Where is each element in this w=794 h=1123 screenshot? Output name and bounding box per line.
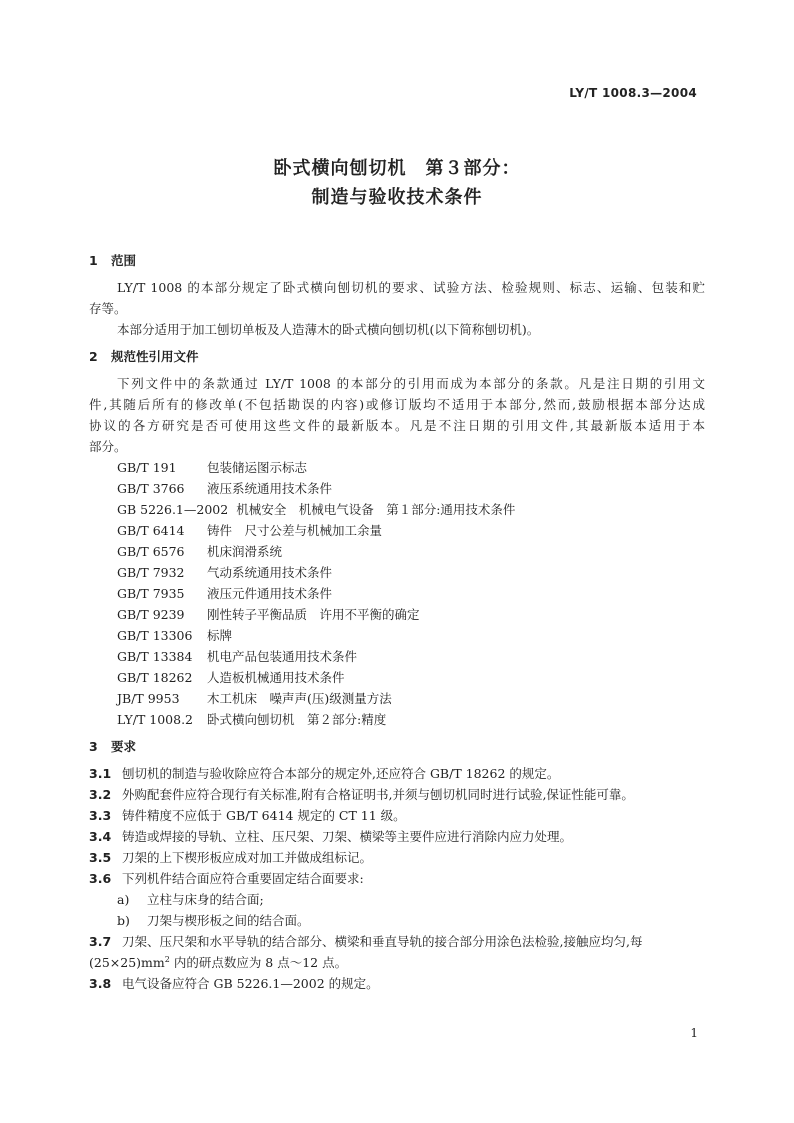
clause-number: 3.7 <box>89 934 112 949</box>
section-number: 1 <box>89 253 98 268</box>
reference-title: 卧式横向刨切机 第２部分:精度 <box>207 712 387 727</box>
reference-code: GB/T 6414 <box>117 523 185 538</box>
reference-item <box>89 562 705 583</box>
clause <box>89 826 705 847</box>
reference-title: 人造板机械通用技术条件 <box>207 670 345 685</box>
reference-title: 机电产品包装通用技术条件 <box>207 649 358 664</box>
area-size: (25×25)mm <box>89 955 165 970</box>
reference-title: 液压系统通用技术条件 <box>207 481 333 496</box>
list-item-marker: a) <box>117 892 130 907</box>
reference-item <box>89 520 705 541</box>
clause-text: 刀架、压尺架和水平导轨的结合部分、横梁和垂直导轨的接合部分用涂色法检验,接触应均匀,每 <box>122 934 643 949</box>
reference-code: GB/T 3766 <box>117 481 185 496</box>
reference-code: GB/T 13306 <box>117 628 193 643</box>
clause <box>89 868 705 889</box>
paragraph-line: 本部分适用于加工刨切单板及人造薄木的卧式横向刨切机(以下简称刨切机)。 <box>117 322 540 337</box>
reference-item <box>89 625 705 646</box>
clause-number: 3.5 <box>89 850 112 865</box>
paragraph-line: 件,其随后所有的修改单(不包括勘误的内容)或修订版均不适用于本部分,然而,鼓励根据本部分达成 <box>89 397 705 412</box>
document-body <box>89 250 705 994</box>
reference-item <box>89 646 705 667</box>
clause-text: 刀架的上下楔形板应成对加工并做成组标记。 <box>122 850 373 865</box>
clause-number: 3.8 <box>89 976 112 991</box>
clause <box>89 784 705 805</box>
clause-text: 铸件精度不应低于 GB/T 6414 规定的 CT 11 级。 <box>122 808 406 823</box>
section-title: 范围 <box>111 253 137 268</box>
clause-number: 3.3 <box>89 808 112 823</box>
reference-title: 机床润滑系统 <box>207 544 283 559</box>
superscript: 2 <box>164 954 170 964</box>
section-heading <box>89 736 705 757</box>
document-title-line1: 卧式横向刨切机 第３部分： <box>273 158 521 179</box>
paragraph-line: 协议的各方研究是否可使用这些文件的最新版本。凡是不注日期的引用文件,其最新版本适用于本 <box>89 418 705 433</box>
reference-title: 机械安全 机械电气设备 第１部分:通用技术条件 <box>236 502 516 517</box>
clause-text: 电气设备应符合 GB 5226.1—2002 的规定。 <box>122 976 379 991</box>
reference-item <box>89 583 705 604</box>
reference-title: 木工机床 噪声声(压)级测量方法 <box>207 691 392 706</box>
list-item-text: 立柱与床身的结合面; <box>147 892 264 907</box>
paragraph-line: 存等。 <box>89 301 127 316</box>
list-item-marker: b) <box>117 913 130 928</box>
clause <box>89 973 705 994</box>
paragraph-line: 下列文件中的条款通过 LY/T 1008 的本部分的引用而成为本部分的条款。凡是注日期的引用文 <box>117 376 705 391</box>
reference-item <box>89 499 705 520</box>
reference-code: GB/T 13384 <box>117 649 193 664</box>
page-number: 1 <box>690 1026 698 1040</box>
reference-item <box>89 688 705 709</box>
list-item-text: 刀架与楔形板之间的结合面。 <box>147 913 310 928</box>
reference-title: 包装储运图示标志 <box>207 460 308 475</box>
reference-code: GB/T 6576 <box>117 544 185 559</box>
list-item <box>89 910 705 931</box>
section-heading <box>89 250 705 271</box>
clause <box>89 805 705 826</box>
paragraph-line <box>89 952 705 973</box>
reference-title: 标牌 <box>207 628 233 643</box>
standard-number: LY/T 1008.3—2004 <box>569 86 697 100</box>
clause-text: 下列机件结合面应符合重要固定结合面要求: <box>122 871 364 886</box>
clause <box>89 847 705 868</box>
section-number: 2 <box>89 349 98 364</box>
paragraph-line: LY/T 1008 的本部分规定了卧式横向刨切机的要求、试验方法、检验规则、标志、运输、包装和贮 <box>117 280 705 295</box>
clause <box>89 931 705 952</box>
section-title: 规范性引用文件 <box>111 349 199 364</box>
clause <box>89 763 705 784</box>
reference-title: 铸件 尺寸公差与机械加工余量 <box>207 523 383 538</box>
clause-number: 3.1 <box>89 766 112 781</box>
clause-number: 3.6 <box>89 871 112 886</box>
clause-number: 3.4 <box>89 829 112 844</box>
clause-text: 外购配套件应符合现行有关标准,附有合格证明书,并须与刨切机同时进行试验,保证性能可靠。 <box>122 787 634 802</box>
list-item <box>89 889 705 910</box>
reference-code: GB/T 7932 <box>117 565 185 580</box>
reference-item <box>89 667 705 688</box>
reference-code: GB/T 7935 <box>117 586 185 601</box>
paragraph-line: 部分。 <box>89 439 127 454</box>
reference-item <box>89 457 705 478</box>
reference-item <box>89 478 705 499</box>
reference-code: GB/T 9239 <box>117 607 185 622</box>
reference-code: GB 5226.1—2002 <box>117 502 229 517</box>
reference-code: LY/T 1008.2 <box>117 712 194 727</box>
reference-code: GB/T 191 <box>117 460 177 475</box>
section-heading <box>89 346 705 367</box>
clause-text-cont: 内的研点数应为 8 点～12 点。 <box>169 955 348 970</box>
reference-code: GB/T 18262 <box>117 670 193 685</box>
reference-title: 刚性转子平衡品质 许用不平衡的确定 <box>207 607 420 622</box>
document-title-line2: 制造与验收技术条件 <box>311 187 483 208</box>
reference-item <box>89 604 705 625</box>
reference-code: JB/T 9953 <box>117 691 180 706</box>
clause-text: 铸造或焊接的导轨、立柱、压尺架、刀架、横梁等主要件应进行消除内应力处理。 <box>122 829 573 844</box>
reference-item <box>89 541 705 562</box>
section-title: 要求 <box>111 739 137 754</box>
clause-number: 3.2 <box>89 787 112 802</box>
reference-item <box>89 709 705 730</box>
reference-title: 液压元件通用技术条件 <box>207 586 333 601</box>
clause-text: 刨切机的制造与验收除应符合本部分的规定外,还应符合 GB/T 18262 的规定。 <box>122 766 560 781</box>
reference-title: 气动系统通用技术条件 <box>207 565 333 580</box>
section-number: 3 <box>89 739 98 754</box>
